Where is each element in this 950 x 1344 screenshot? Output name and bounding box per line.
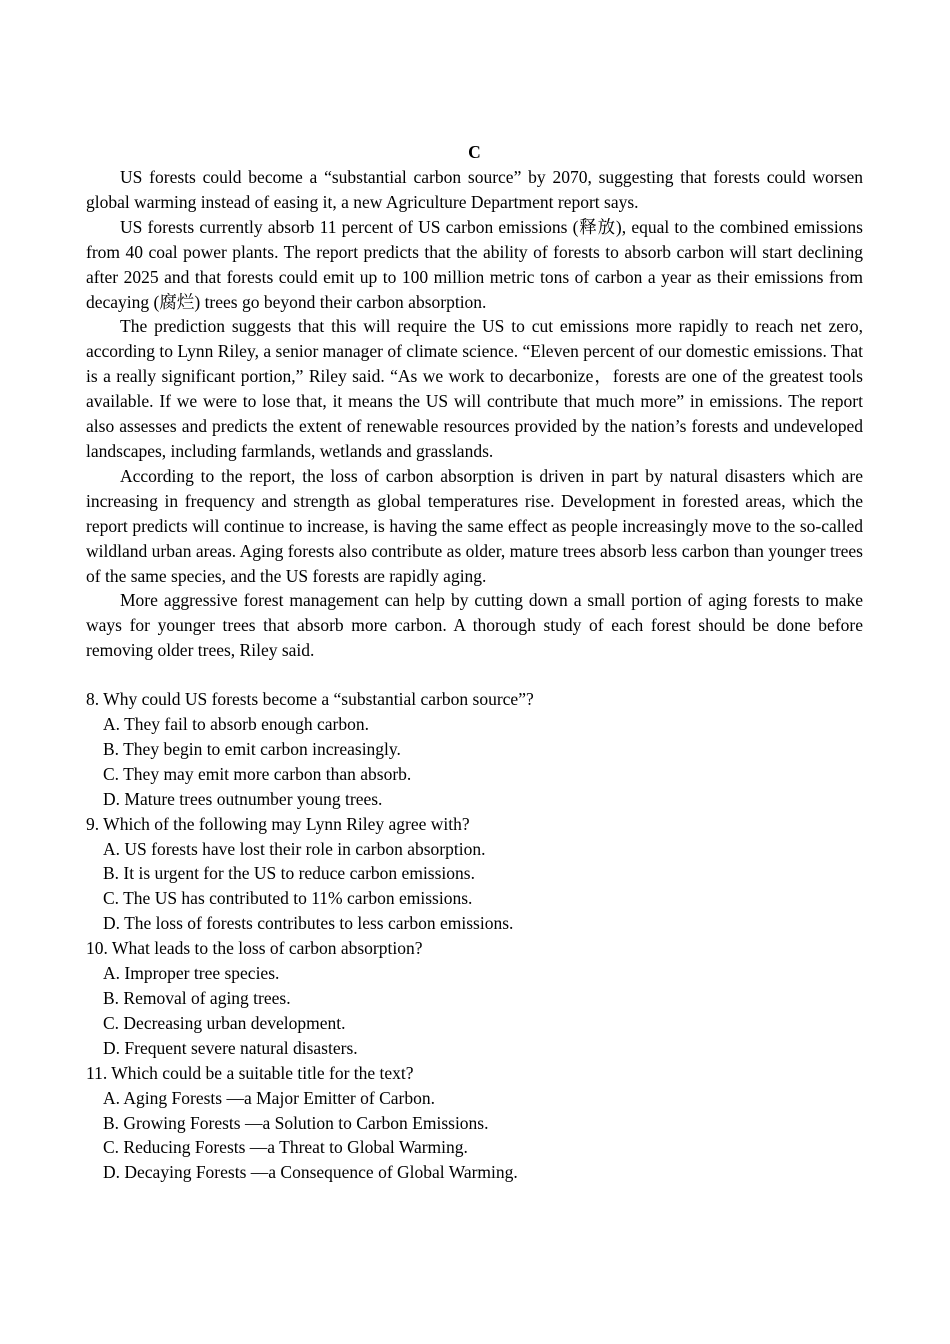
option-a: A. They fail to absorb enough carbon. (103, 714, 369, 735)
option-a: A. US forests have lost their role in carbon absorption. (103, 838, 486, 859)
question-10 (86, 936, 863, 1061)
question-8 (86, 687, 863, 812)
passage (86, 165, 863, 663)
passage-paragraph-5: More aggressive forest management can help by cutting down a small portion of aging forests to make ways for younger trees that absorb more carbon. A thorough study of each forest should be done before removing older trees, Riley said. (86, 590, 863, 661)
question-stem: 10. What leads to the loss of carbon absorption? (86, 938, 423, 959)
question-list (86, 687, 863, 1185)
option-c: C. Reducing Forests —a Threat to Global Warming. (103, 1137, 468, 1158)
option-d: D. Mature trees outnumber young trees. (103, 788, 383, 809)
passage-paragraph-2: US forests currently absorb 11 percent of US carbon emissions (释放), equal to the combined emissions from 40 coal power plants. The report predicts that the ability of forests to absorb carbon will start declining after 2025 and that forests could emit up to 100 million metric tons of carbon a year as their emissions from decaying (腐烂) trees go beyond their carbon absorption. (86, 216, 863, 312)
question-stem: 9. Which of the following may Lynn Riley agree with? (86, 813, 470, 834)
question-11 (86, 1061, 863, 1186)
question-stem: 8. Why could US forests become a “substantial carbon source”? (86, 689, 534, 710)
option-d: D. The loss of forests contributes to less carbon emissions. (103, 913, 514, 934)
option-c: C. Decreasing urban development. (103, 1012, 346, 1033)
option-b: B. It is urgent for the US to reduce carbon emissions. (103, 863, 475, 884)
section-title: C (468, 142, 481, 162)
option-b: B. They begin to emit carbon increasingly. (103, 738, 401, 759)
passage-paragraph-4: According to the report, the loss of carbon absorption is driven in part by natural disasters which are increasing in frequency and strength as global temperatures rise. Development in forested areas, which the report predicts will continue to increase, is having the same effect as people increasingly move to the so-called wildland urban areas. Aging forests also contribute as older, mature trees absorb less carbon than younger trees of the same species, and the US forests are rapidly aging. (86, 465, 863, 586)
document-page (86, 140, 863, 1185)
passage-paragraph-1: US forests could become a “substantial carbon source” by 2070, suggesting that forests could worsen global warming instead of easing it, a new Agriculture Department report says. (86, 167, 863, 212)
question-9 (86, 812, 863, 937)
option-a: A. Aging Forests —a Major Emitter of Carbon. (103, 1087, 435, 1108)
option-c: C. They may emit more carbon than absorb. (103, 763, 412, 784)
option-a: A. Improper tree species. (103, 963, 280, 984)
option-d: D. Frequent severe natural disasters. (103, 1037, 358, 1058)
passage-paragraph-3: The prediction suggests that this will require the US to cut emissions more rapidly to reach net zero, according to Lynn Riley, a senior manager of climate science. “Eleven percent of our domestic emissions. That is a really significant portion,” Riley said. “As we work to decarbonize，forests are one of the greatest tools available. If we were to lose that, it means the US will contribute that much more” in emissions. The report also assesses and predicts the extent of renewable resources provided by the nation’s forests and undeveloped landscapes, including farmlands, wetlands and grasslands. (86, 316, 863, 461)
question-stem: 11. Which could be a suitable title for the text? (86, 1062, 414, 1083)
option-d: D. Decaying Forests —a Consequence of Global Warming. (103, 1162, 518, 1183)
option-c: C. The US has contributed to 11% carbon emissions. (103, 888, 473, 909)
option-b: B. Growing Forests —a Solution to Carbon Emissions. (103, 1112, 489, 1133)
option-b: B. Removal of aging trees. (103, 988, 291, 1008)
